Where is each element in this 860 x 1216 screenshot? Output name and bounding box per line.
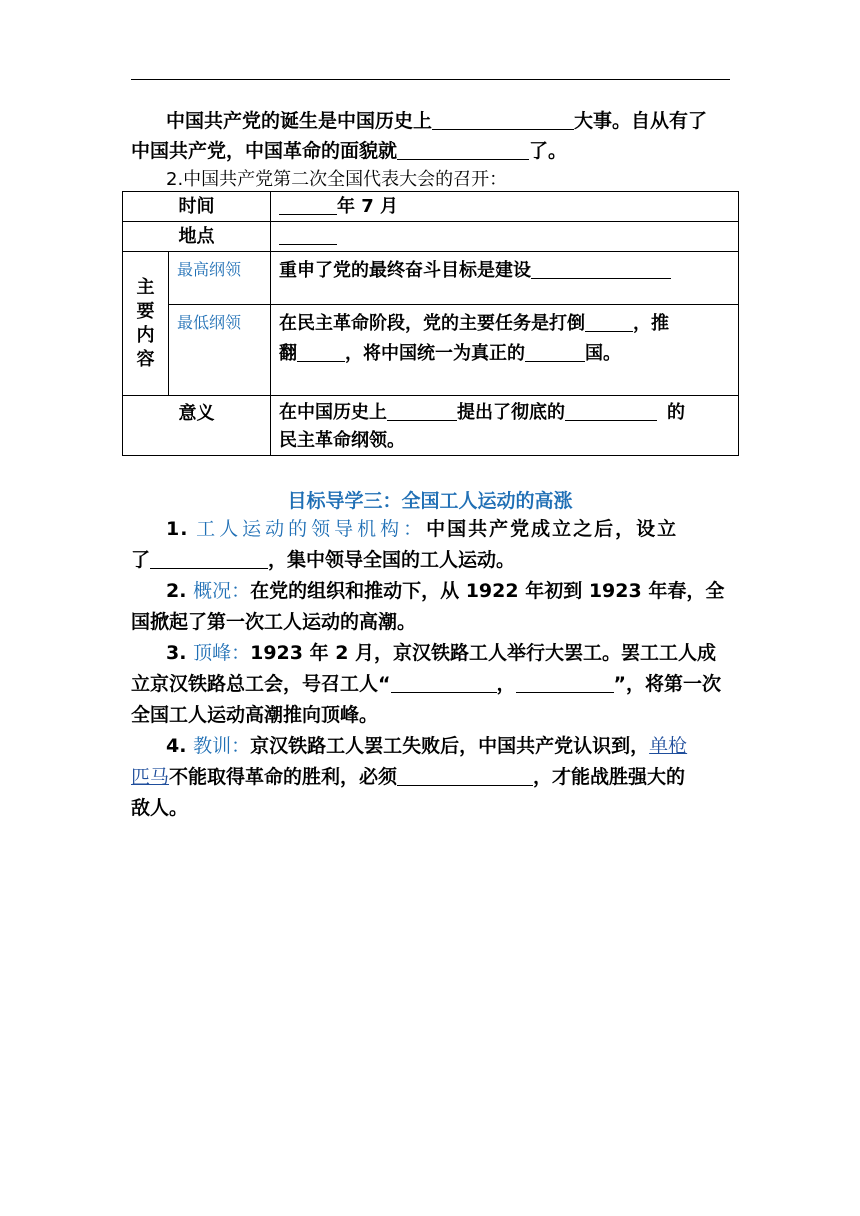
blank[interactable] xyxy=(279,225,337,245)
intro-text: 了。 xyxy=(529,140,568,162)
blank[interactable] xyxy=(585,312,633,332)
section-2-title: 2.中国共产党第二次全国代表大会的召开： xyxy=(166,169,508,190)
significance-label: 意义 xyxy=(123,396,271,456)
item-1-line-1: 1. 工人运动的领导机构：中国共产党成立之后，设立 xyxy=(166,518,679,540)
intro-text: 中国共产党，中国革命的面貌就 xyxy=(131,140,398,162)
blank[interactable] xyxy=(397,766,533,786)
blank[interactable] xyxy=(391,673,497,693)
max-program-cell: 重申了党的最终奋斗目标是建设 xyxy=(271,252,739,305)
item-3-line-2: 立京汉铁路总工会，号召工人“ ， ”，将第一次 xyxy=(131,673,722,695)
blank[interactable] xyxy=(565,401,657,421)
idiom-link[interactable]: 匹马 xyxy=(131,766,170,788)
header-rule xyxy=(131,79,730,80)
item-1-line-2: 了 ，集中领导全国的工人运动。 xyxy=(131,549,516,571)
intro-line-2 xyxy=(131,136,733,167)
section-3-heading: 目标导学三：全国工人运动的高涨 xyxy=(287,490,573,512)
item-3-line-3: 全国工人运动高潮推向顶峰。 xyxy=(131,704,379,726)
idiom-link[interactable]: 单枪 xyxy=(649,735,688,757)
item-3-line-1: 3. 顶峰：1923 年 2 月，京汉铁路工人举行大罢工。罢工工人成 xyxy=(166,642,717,664)
time-value: 年 7 月 xyxy=(337,196,399,217)
blank[interactable] xyxy=(531,259,671,279)
item-2-line-1: 2. 概况：在党的组织和推动下，从 1922 年初到 1923 年春，全 xyxy=(166,580,725,602)
item-4-key: 教训： xyxy=(193,735,251,757)
blank[interactable] xyxy=(387,401,457,421)
item-4-line-3: 敌人。 xyxy=(131,797,189,819)
time-cell xyxy=(271,192,739,222)
item-2-key: 概况： xyxy=(193,580,251,602)
item-1-key: 工人运动的领导机构： xyxy=(196,518,427,540)
blank[interactable] xyxy=(525,342,585,362)
intro-line-1 xyxy=(166,106,768,137)
congress-table xyxy=(122,191,739,456)
place-cell xyxy=(271,222,739,252)
min-program-cell: 在民主革命阶段，党的主要任务是打倒 ，推 翻 ，将中国统一为真正的 国。 xyxy=(271,305,739,396)
item-4-line-1: 4. 教训：京汉铁路工人罢工失败后，中国共产党认识到，单枪 xyxy=(166,735,688,757)
main-content-label: 主要内容 xyxy=(123,252,169,396)
blank[interactable] xyxy=(432,110,574,130)
min-program-label: 最低纲领 xyxy=(169,305,271,396)
item-3-key: 顶峰： xyxy=(193,642,251,664)
significance-cell: 在中国历史上 提出了彻底的 的 民主革命纲领。 xyxy=(271,396,739,456)
blank[interactable] xyxy=(297,342,345,362)
place-label: 地点 xyxy=(123,222,271,252)
blank[interactable] xyxy=(279,195,337,215)
intro-text: 中国共产党的诞生是中国历史上 xyxy=(166,110,433,132)
item-4-line-2: 匹马不能取得革命的胜利，必须 ，才能战胜强大的 xyxy=(131,766,686,788)
max-program-label: 最高纲领 xyxy=(169,252,271,305)
blank[interactable] xyxy=(516,673,614,693)
time-label: 时间 xyxy=(123,192,271,222)
item-2-line-2: 国掀起了第一次工人运动的高潮。 xyxy=(131,611,417,633)
intro-text: 大事。自从有了 xyxy=(574,110,708,132)
blank[interactable] xyxy=(397,140,529,160)
blank[interactable] xyxy=(150,549,268,569)
